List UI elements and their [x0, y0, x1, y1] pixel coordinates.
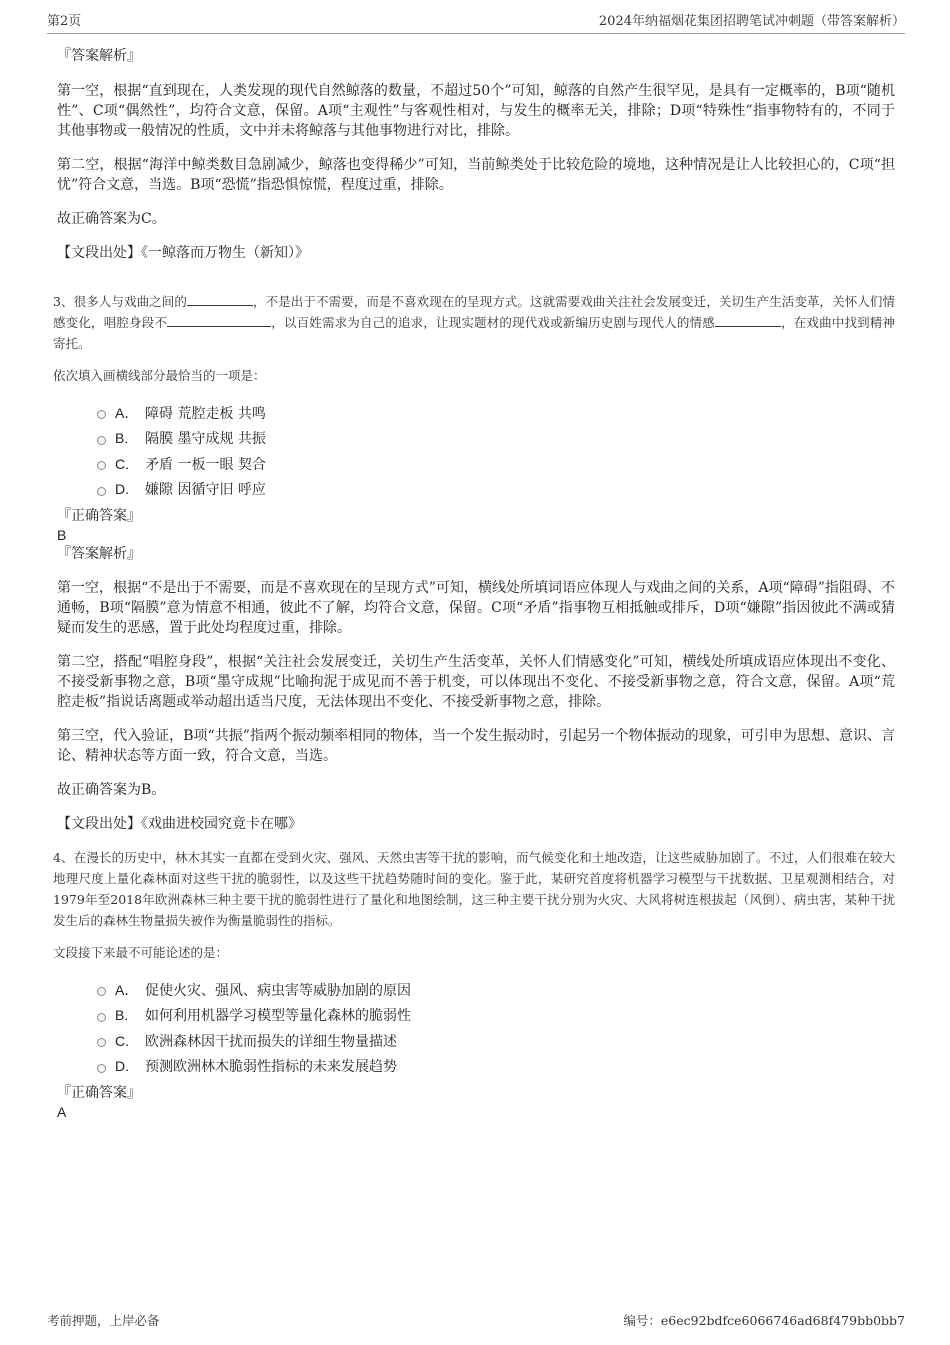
radio-button[interactable] — [97, 436, 106, 445]
analysis-label: 『答案解析』 — [57, 48, 141, 64]
radio-button[interactable] — [97, 1013, 106, 1022]
radio-button[interactable] — [97, 1038, 106, 1047]
correct-answer: B — [57, 527, 67, 543]
page-number: 第2页 — [47, 14, 82, 29]
conclusion: 故正确答案为B。 — [57, 782, 166, 798]
correct-answer-label: 『正确答案』 — [57, 508, 141, 524]
radio-button[interactable] — [97, 1064, 106, 1073]
analysis-paragraph: 第一空，根据“直到现在，人类发现的现代自然鲸落的数量，不超过50个”可知，鲸落的自然产生很罕见，是具有一定概率的，B项“随机性”、C项“偶然性”，均符合文意，保留。A项“主观性”与客观性相对，与发生的概率无关，排除；D项“特殊性”指事物特有的，不同于其他事物或一般情况的性质，文中并未将鲸落与其他事物进行对比，排除。 — [57, 83, 895, 139]
analysis-paragraph: 第二空，根据“海洋中鲸类数目急剧减少，鲸落也变得稀少”可知，当前鲸类处于比较危险的境地，这种情况是让人比较担心的，C项“担忧”符合文意，当选。B项“恐慌”指恐惧惊慌，程度过重，排除。 — [57, 157, 895, 193]
analysis-label: 『答案解析』 — [57, 546, 141, 562]
blank-line — [715, 312, 781, 327]
question-prompt: 文段接下来最不可能论述的是： — [53, 945, 229, 960]
correct-answer-label: 『正确答案』 — [57, 1085, 141, 1101]
option-d[interactable]: D. 嫌隙 因循守旧 呼应 — [97, 477, 895, 503]
option-a[interactable]: A． 障碍 荒腔走板 共鸣 — [97, 400, 895, 426]
page-header — [47, 12, 905, 34]
main-content — [53, 46, 895, 1121]
page-footer — [47, 1312, 905, 1330]
document-title: 2024年纳福烟花集团招聘笔试冲刺题（带答案解析） — [598, 14, 905, 29]
option-c[interactable]: C. 矛盾 一板一眼 契合 — [97, 451, 895, 477]
analysis-paragraph: 第二空，搭配“唱腔身段”，根据“关注社会发展变迁，关切生产生活变革，关怀人们情感变化”可知，横线处所填成语应体现出不变化、不接受新事物之意，B项“墨守成规”比喻拘泥于成见而不善于机变，可以体现出不变化、不接受新事物之意，符合文意，保留。A项“荒腔走板”指说话离题或举动超出适当尺度，无法体现出不变化、不接受新事物之意，排除。 — [57, 654, 895, 710]
source-citation: 【文段出处】《一鲸落而万物生（新知）》 — [57, 245, 309, 261]
option-a[interactable]: A． 促使火灾、强风、病虫害等威胁加剧的原因 — [97, 977, 895, 1003]
footer-slogan: 考前押题，上岸必备 — [47, 1313, 160, 1328]
question-stem: 3、很多人与戏曲之间的 ，不是出于不需要，而是不喜欢现在的呈现方式。这就需要戏曲关注社会发展变迁，关切生产生活变革，关怀人们情感变化，唱腔身段不 ，以百姓需求为自己的追求，让现实题材的现代戏或新编历史剧与现代人的情感 ，在戏曲中找到精神寄托。 — [53, 291, 895, 354]
option-d[interactable]: D. 预测欧洲林木脆弱性指标的未来发展趋势 — [97, 1054, 895, 1080]
option-c[interactable]: C. 欧洲森林因干扰而损失的详细生物量描述 — [97, 1028, 895, 1054]
option-b[interactable]: B. 如何利用机器学习模型等量化森林的脆弱性 — [97, 1003, 895, 1029]
correct-answer: A — [57, 1104, 67, 1120]
analysis-paragraph: 第三空，代入验证，B项“共振”指两个振动频率相同的物体，当一个发生振动时，引起另一个物体振动的现象，可引申为思想、意识、言论、精神状态等方面一致，符合文意，当选。 — [57, 728, 895, 764]
analysis-paragraph: 第一空，根据“不是出于不需要，而是不喜欢现在的呈现方式”可知，横线处所填词语应体现人与戏曲之间的关系，A项“障碍”指阻碍、不通畅，B项“隔膜”意为情意不相通，彼此不了解，均符合文意，保留。C项“矛盾”指事物互相抵触或排斥，D项“嫌隙”指因彼此不满或猜疑而发生的恶感，置于此处均程度过重，排除。 — [57, 580, 895, 636]
question-stem: 4、在漫长的历史中，林木其实一直都在受到火灾、强风、天然虫害等干扰的影响，而气候变化和土地改造，让这些威胁加剧了。不过，人们很难在较大地理尺度上量化森林面对这些干扰的脆弱性，以及这些干扰趋势随时间的变化。鉴于此，某研究首度将机器学习模型与干扰数据、卫星观测相结合，对1979年至2018年欧洲森林三种主要干扰的脆弱性进行了量化和地图绘制，这三种主要干扰分别为火灾、大风将树连根拔起（风倒）、病虫害，某种干扰发生后的森林生物量损失被作为衡量脆弱性的指标。 — [53, 850, 895, 928]
radio-button[interactable] — [97, 987, 106, 996]
source-citation: 【文段出处】《戏曲进校园究竟卡在哪》 — [57, 816, 302, 832]
conclusion: 故正确答案为C。 — [57, 211, 166, 227]
radio-button[interactable] — [97, 461, 106, 470]
options-list — [97, 977, 895, 1079]
question-prompt: 依次填入画横线部分最恰当的一项是： — [53, 368, 266, 383]
radio-button[interactable] — [97, 410, 106, 419]
option-b[interactable]: B. 隔膜 墨守成规 共振 — [97, 426, 895, 452]
blank-line — [167, 312, 271, 327]
blank-line — [187, 291, 253, 306]
document-code: 编号：e6ec92bdfce6066746ad68f479bb0bb7 — [623, 1313, 905, 1328]
radio-button[interactable] — [97, 487, 106, 496]
options-list — [97, 400, 895, 502]
